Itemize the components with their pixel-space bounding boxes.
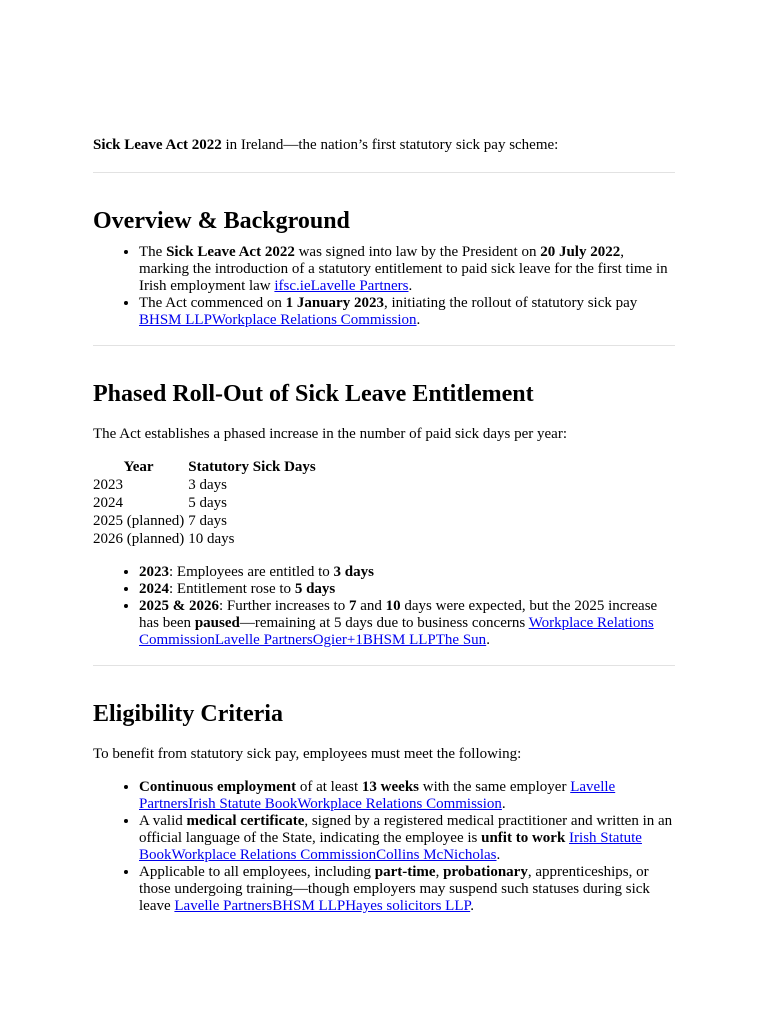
source-link[interactable]: Workplace Relations CommissionLavelle PartnersOgier+1BHSM LLPThe Sun bbox=[139, 615, 654, 648]
text: days were expected, but the 2025 increase has been bbox=[139, 598, 658, 631]
table-row bbox=[91, 530, 318, 548]
text: . bbox=[486, 632, 490, 648]
column-header-days: Statutory Sick Days bbox=[188, 459, 316, 475]
table-row bbox=[91, 476, 318, 494]
list-item bbox=[139, 813, 675, 864]
text: : Further increases to bbox=[219, 598, 349, 614]
divider bbox=[93, 172, 675, 173]
section-heading-phased: Phased Roll-Out of Sick Leave Entitlement bbox=[93, 381, 534, 407]
list-item bbox=[139, 779, 675, 813]
eligibility-intro: To benefit from statutory sick pay, employees must meet the following: bbox=[93, 746, 522, 762]
text: was signed into law by the President on bbox=[294, 244, 541, 260]
phased-list bbox=[93, 564, 675, 649]
source-link[interactable]: ifsc.ieLavelle Partners bbox=[274, 278, 409, 294]
paused-label: paused bbox=[194, 615, 240, 631]
section-heading-overview: Overview & Background bbox=[93, 208, 350, 234]
text: : Employees are entitled to bbox=[169, 564, 334, 580]
text: , apprenticeships, or those undergoing training—though employers may suspend such statuses during sick leave bbox=[139, 864, 650, 914]
employee-type: probationary bbox=[443, 864, 528, 880]
text: , marking the introduction of a statutory entitlement to paid sick leave for the first time in Irish employment law bbox=[139, 244, 668, 294]
text: with the same employer bbox=[419, 779, 571, 795]
days-value: 7 bbox=[348, 598, 357, 614]
days-value: 3 days bbox=[333, 564, 374, 580]
list-item bbox=[139, 864, 675, 915]
intro-paragraph bbox=[93, 137, 675, 154]
column-header-year: Year bbox=[123, 459, 154, 475]
eligibility-list bbox=[93, 779, 675, 915]
signed-date: 20 July 2022 bbox=[540, 244, 621, 260]
text: The bbox=[139, 244, 167, 260]
year-label: 2025 & 2026 bbox=[139, 598, 219, 614]
source-link[interactable]: BHSM LLPWorkplace Relations Commission bbox=[139, 312, 417, 328]
cell-days: 5 days bbox=[188, 495, 227, 511]
list-item bbox=[139, 295, 675, 329]
list-item bbox=[139, 598, 675, 649]
text: The Act commenced on bbox=[139, 295, 286, 311]
weeks-value: 13 weeks bbox=[361, 779, 419, 795]
table-row bbox=[91, 512, 318, 530]
text: of at least bbox=[296, 779, 362, 795]
list-item bbox=[139, 244, 675, 295]
source-link[interactable]: Lavelle PartnersIrish Statute BookWorkplace Relations Commission bbox=[139, 779, 616, 812]
year-label: 2023 bbox=[139, 564, 169, 580]
cell-days: 7 days bbox=[188, 513, 227, 529]
table-header-row bbox=[91, 458, 318, 476]
cell-days: 3 days bbox=[188, 477, 227, 493]
article-body bbox=[93, 137, 675, 915]
year-label: 2024 bbox=[139, 581, 169, 597]
source-link[interactable]: Irish Statute BookWorkplace Relations CommissionCollins McNicholas bbox=[139, 830, 642, 863]
text: . bbox=[501, 796, 506, 812]
days-value: 10 bbox=[385, 598, 401, 614]
section-heading-eligibility: Eligibility Criteria bbox=[93, 701, 283, 727]
cell-days: 10 days bbox=[188, 531, 235, 547]
cell-year: 2025 (planned) bbox=[93, 513, 185, 529]
cell-year: 2023 bbox=[93, 477, 123, 493]
divider bbox=[93, 345, 675, 346]
criterion-label: medical certificate bbox=[186, 813, 305, 829]
text: . bbox=[416, 312, 421, 328]
phased-intro: The Act establishes a phased increase in the number of paid sick days per year: bbox=[93, 426, 568, 442]
text: , signed by a registered medical practitioner and written in an official language of the State, indicating the employee is bbox=[139, 813, 673, 846]
text: , bbox=[435, 864, 444, 880]
cell-year: 2026 (planned) bbox=[93, 531, 185, 547]
sick-days-table bbox=[91, 458, 318, 548]
text: Applicable to all employees, including bbox=[139, 864, 375, 880]
unfit-label: unfit to work bbox=[481, 830, 566, 846]
intro-strong: Sick Leave Act 2022 bbox=[93, 137, 222, 153]
employee-type: part-time bbox=[374, 864, 436, 880]
text: , initiating the rollout of statutory sick pay bbox=[383, 295, 638, 311]
overview-list bbox=[93, 244, 675, 329]
table-row bbox=[91, 494, 318, 512]
intro-text: in Ireland—the nation’s first statutory sick pay scheme: bbox=[221, 137, 559, 153]
text: and bbox=[356, 598, 386, 614]
source-link[interactable]: Lavelle PartnersBHSM LLPHayes solicitors LLP bbox=[174, 898, 471, 914]
text: : Entitlement rose to bbox=[169, 581, 295, 597]
text: . bbox=[496, 847, 501, 863]
text: . bbox=[470, 898, 474, 914]
text: —remaining at 5 days due to business concerns bbox=[239, 615, 529, 631]
act-name: Sick Leave Act 2022 bbox=[166, 244, 295, 260]
cell-year: 2024 bbox=[93, 495, 123, 511]
divider bbox=[93, 665, 675, 666]
list-item bbox=[139, 581, 675, 598]
text: A valid bbox=[139, 813, 187, 829]
commence-date: 1 January 2023 bbox=[285, 295, 384, 311]
days-value: 5 days bbox=[294, 581, 336, 597]
text: . bbox=[408, 278, 413, 294]
criterion-label: Continuous employment bbox=[139, 779, 297, 795]
list-item bbox=[139, 564, 675, 581]
